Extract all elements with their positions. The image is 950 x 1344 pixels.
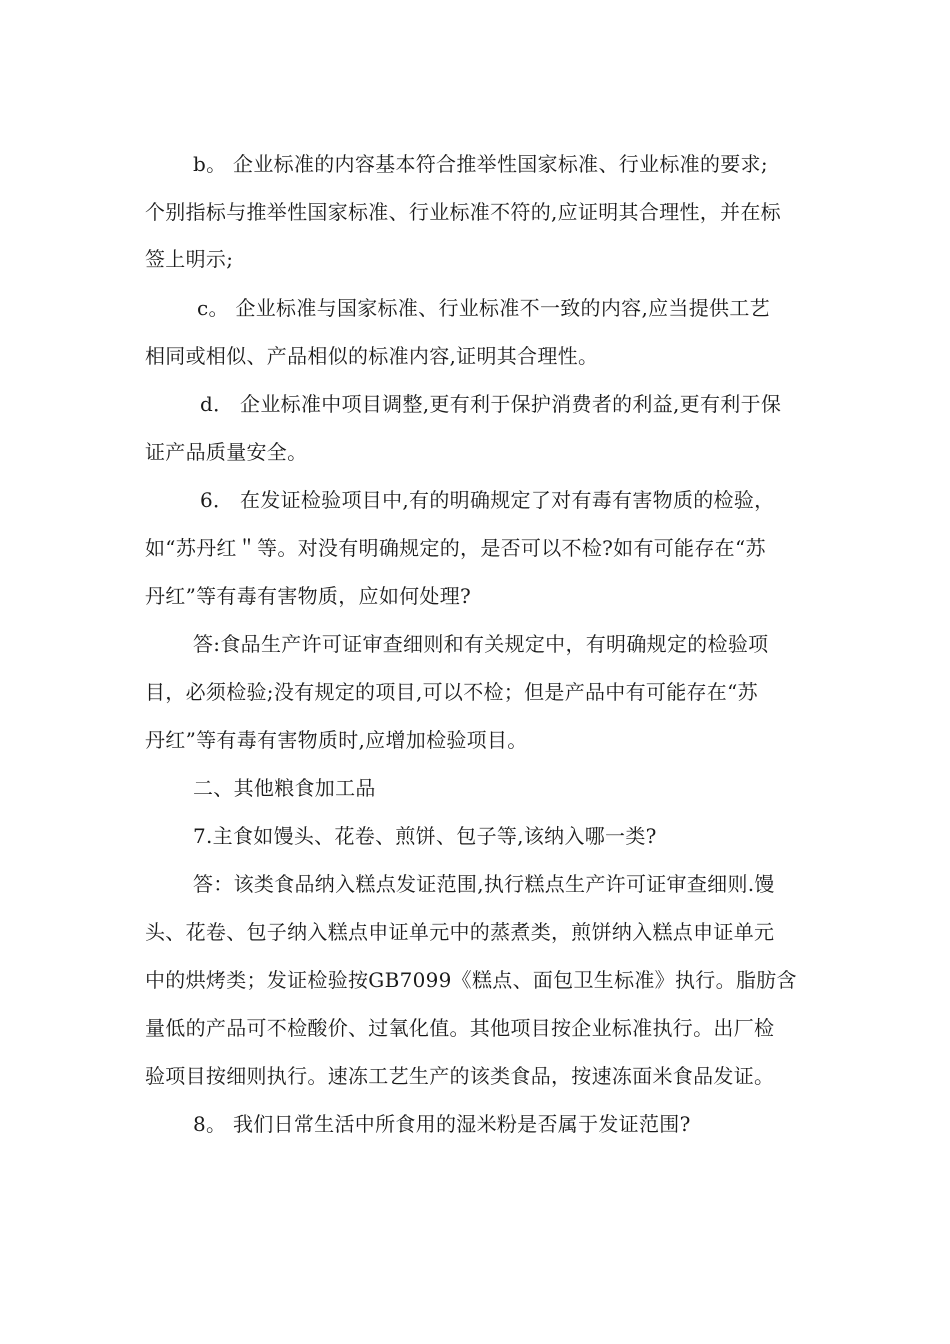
section-heading-2: 二、其他粮食加工品	[193, 776, 376, 800]
answer-6-line-3: 丹红”等有毒有害物质时,应增加检验项目。	[145, 728, 528, 752]
paragraph-d-line-2: 证产品质量安全。	[145, 440, 308, 464]
question-6-line-2: 如“苏丹红＂等。对没有明确规定的，是否可以不检?如有可能存在“苏	[145, 536, 766, 560]
answer-7-line-4: 量低的产品可不检酸价、过氧化值。其他项目按企业标准执行。出厂检	[145, 1016, 775, 1040]
paragraph-d-line-1: d． 企业标准中项目调整,更有利于保护消费者的利益,更有利于保	[200, 392, 782, 416]
answer-7-line-5: 验项目按细则执行。速冻工艺生产的该类食品，按速冻面米食品发证。	[145, 1064, 775, 1088]
answer-6-line-1: 答:食品生产许可证审查细则和有关规定中，有明确规定的检验项	[193, 632, 769, 656]
paragraph-c-line-1: c。 企业标准与国家标准、行业标准不一致的内容,应当提供工艺	[197, 296, 770, 320]
answer-7-line-1: 答：该类食品纳入糕点发证范围,执行糕点生产许可证审查细则.馒	[193, 872, 775, 896]
question-7: 7.主食如馒头、花卷、煎饼、包子等,该纳入哪一类?	[193, 824, 657, 848]
answer-6-line-2: 目，必须检验;没有规定的项目,可以不检；但是产品中有可能存在“苏	[145, 680, 758, 704]
paragraph-b-line-1: b。 企业标准的内容基本符合推举性国家标准、行业标准的要求;	[193, 152, 768, 176]
paragraph-b-line-2: 个别指标与推举性国家标准、行业标准不符的,应证明其合理性，并在标	[145, 200, 781, 224]
answer-7-line-3: 中的烘烤类；发证检验按GB7099《糕点、面包卫生标准》执行。脂肪含	[145, 968, 797, 992]
answer-7-line-2: 头、花卷、包子纳入糕点申证单元中的蒸煮类，煎饼纳入糕点申证单元	[145, 920, 775, 944]
question-6-line-3: 丹红”等有毒有害物质，应如何处理?	[145, 584, 472, 608]
paragraph-b-line-3: 签上明示;	[145, 247, 234, 271]
paragraph-c-line-2: 相同或相似、产品相似的标准内容,证明其合理性。	[145, 344, 599, 368]
question-6-line-1: 6． 在发证检验项目中,有的明确规定了对有毒有害物质的检验，	[200, 488, 775, 512]
question-8: 8。 我们日常生活中所食用的湿米粉是否属于发证范围?	[193, 1112, 691, 1136]
